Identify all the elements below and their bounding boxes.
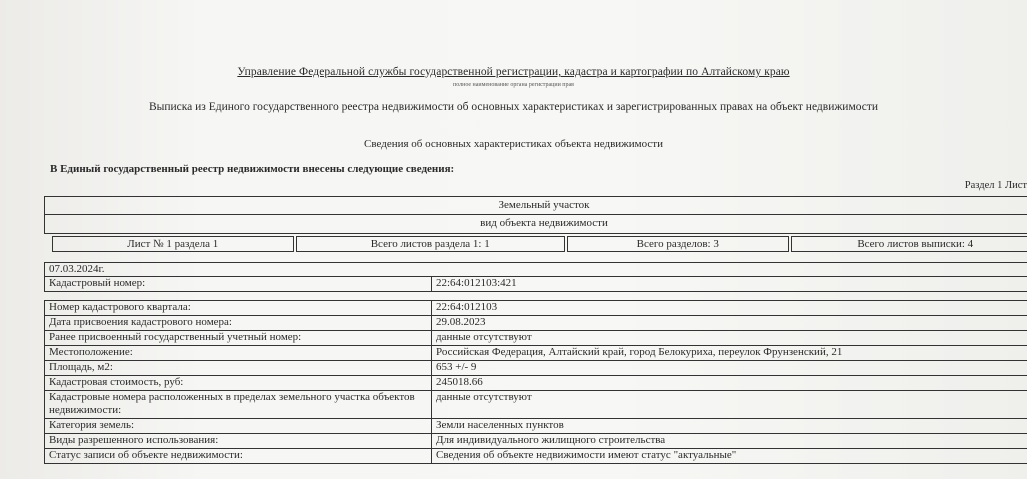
total-sheets: Всего листов выписки: 4 xyxy=(791,236,1027,252)
table-row xyxy=(45,361,1027,376)
table-row xyxy=(45,449,1027,464)
sheet-number: Лист № 1 раздела 1 xyxy=(52,236,294,252)
object-type: Земельный участок xyxy=(45,197,1027,215)
agency-name: Управление Федеральной службы государственной регистрации, кадастра и картографии по Алтайскому краю xyxy=(237,66,790,78)
property-value: Земли населенных пунктов xyxy=(432,419,1027,434)
table-row xyxy=(45,301,1027,316)
section-title: Сведения об основных характеристиках объекта недвижимости xyxy=(364,138,663,150)
property-label: Номер кадастрового квартала: xyxy=(45,301,432,316)
property-label: Кадастровые номера расположенных в пределах земельного участка объектов недвижимости: xyxy=(45,391,432,419)
property-value: 245018.66 xyxy=(432,376,1027,391)
property-value: 29.08.2023 xyxy=(432,316,1027,331)
properties-table xyxy=(44,276,1027,464)
table-row xyxy=(45,331,1027,346)
sheets-in-section: Всего листов раздела 1: 1 xyxy=(296,236,565,252)
document-date: 07.03.2024г. xyxy=(44,262,1027,277)
property-value: Для индивидуального жилищного строительства xyxy=(432,434,1027,449)
property-label: Местоположение: xyxy=(45,346,432,361)
total-sections: Всего разделов: 3 xyxy=(567,236,789,252)
table-row xyxy=(45,419,1027,434)
agency-caption: полное наименование органа регистрации прав xyxy=(452,82,575,88)
table-row xyxy=(45,346,1027,361)
object-type-box xyxy=(44,196,1027,234)
property-value: Российская Федерация, Алтайский край, город Белокуриха, переулок Фрунзенский, 21 xyxy=(432,346,1027,361)
table-row xyxy=(45,316,1027,331)
property-label: Площадь, м2: xyxy=(45,361,432,376)
property-value: данные отсутствуют xyxy=(432,391,1027,419)
table-row xyxy=(45,434,1027,449)
object-type-caption: вид объекта недвижимости xyxy=(480,217,608,229)
property-value: Сведения об объекте недвижимости имеют статус "актуальные" xyxy=(432,449,1027,464)
property-value: 22:64:012103:421 xyxy=(432,277,1027,292)
property-label: Статус записи об объекте недвижимости: xyxy=(45,449,432,464)
property-value: 653 +/- 9 xyxy=(432,361,1027,376)
table-gap xyxy=(45,292,1027,301)
property-value: 22:64:012103 xyxy=(432,301,1027,316)
property-label: Дата присвоения кадастрового номера: xyxy=(45,316,432,331)
property-label: Кадастровый номер: xyxy=(45,277,432,292)
section-marker: Раздел 1 Лист xyxy=(964,180,1027,191)
property-label: Категория земель: xyxy=(45,419,432,434)
property-label: Виды разрешенного использования: xyxy=(45,434,432,449)
document-title: Выписка из Единого государственного реестра недвижимости об основных характеристиках и зарегистрированных правах на объект недвижимости xyxy=(148,101,879,113)
sheet-info-row xyxy=(52,236,1027,252)
table-row xyxy=(45,277,1027,292)
intro-text: В Единый государственный реестр недвижимости внесены следующие сведения: xyxy=(50,163,455,175)
property-label: Ранее присвоенный государственный учетный номер: xyxy=(45,331,432,346)
property-label: Кадастровая стоимость, руб: xyxy=(45,376,432,391)
table-row xyxy=(45,391,1027,419)
property-value: данные отсутствуют xyxy=(432,331,1027,346)
table-row xyxy=(45,376,1027,391)
